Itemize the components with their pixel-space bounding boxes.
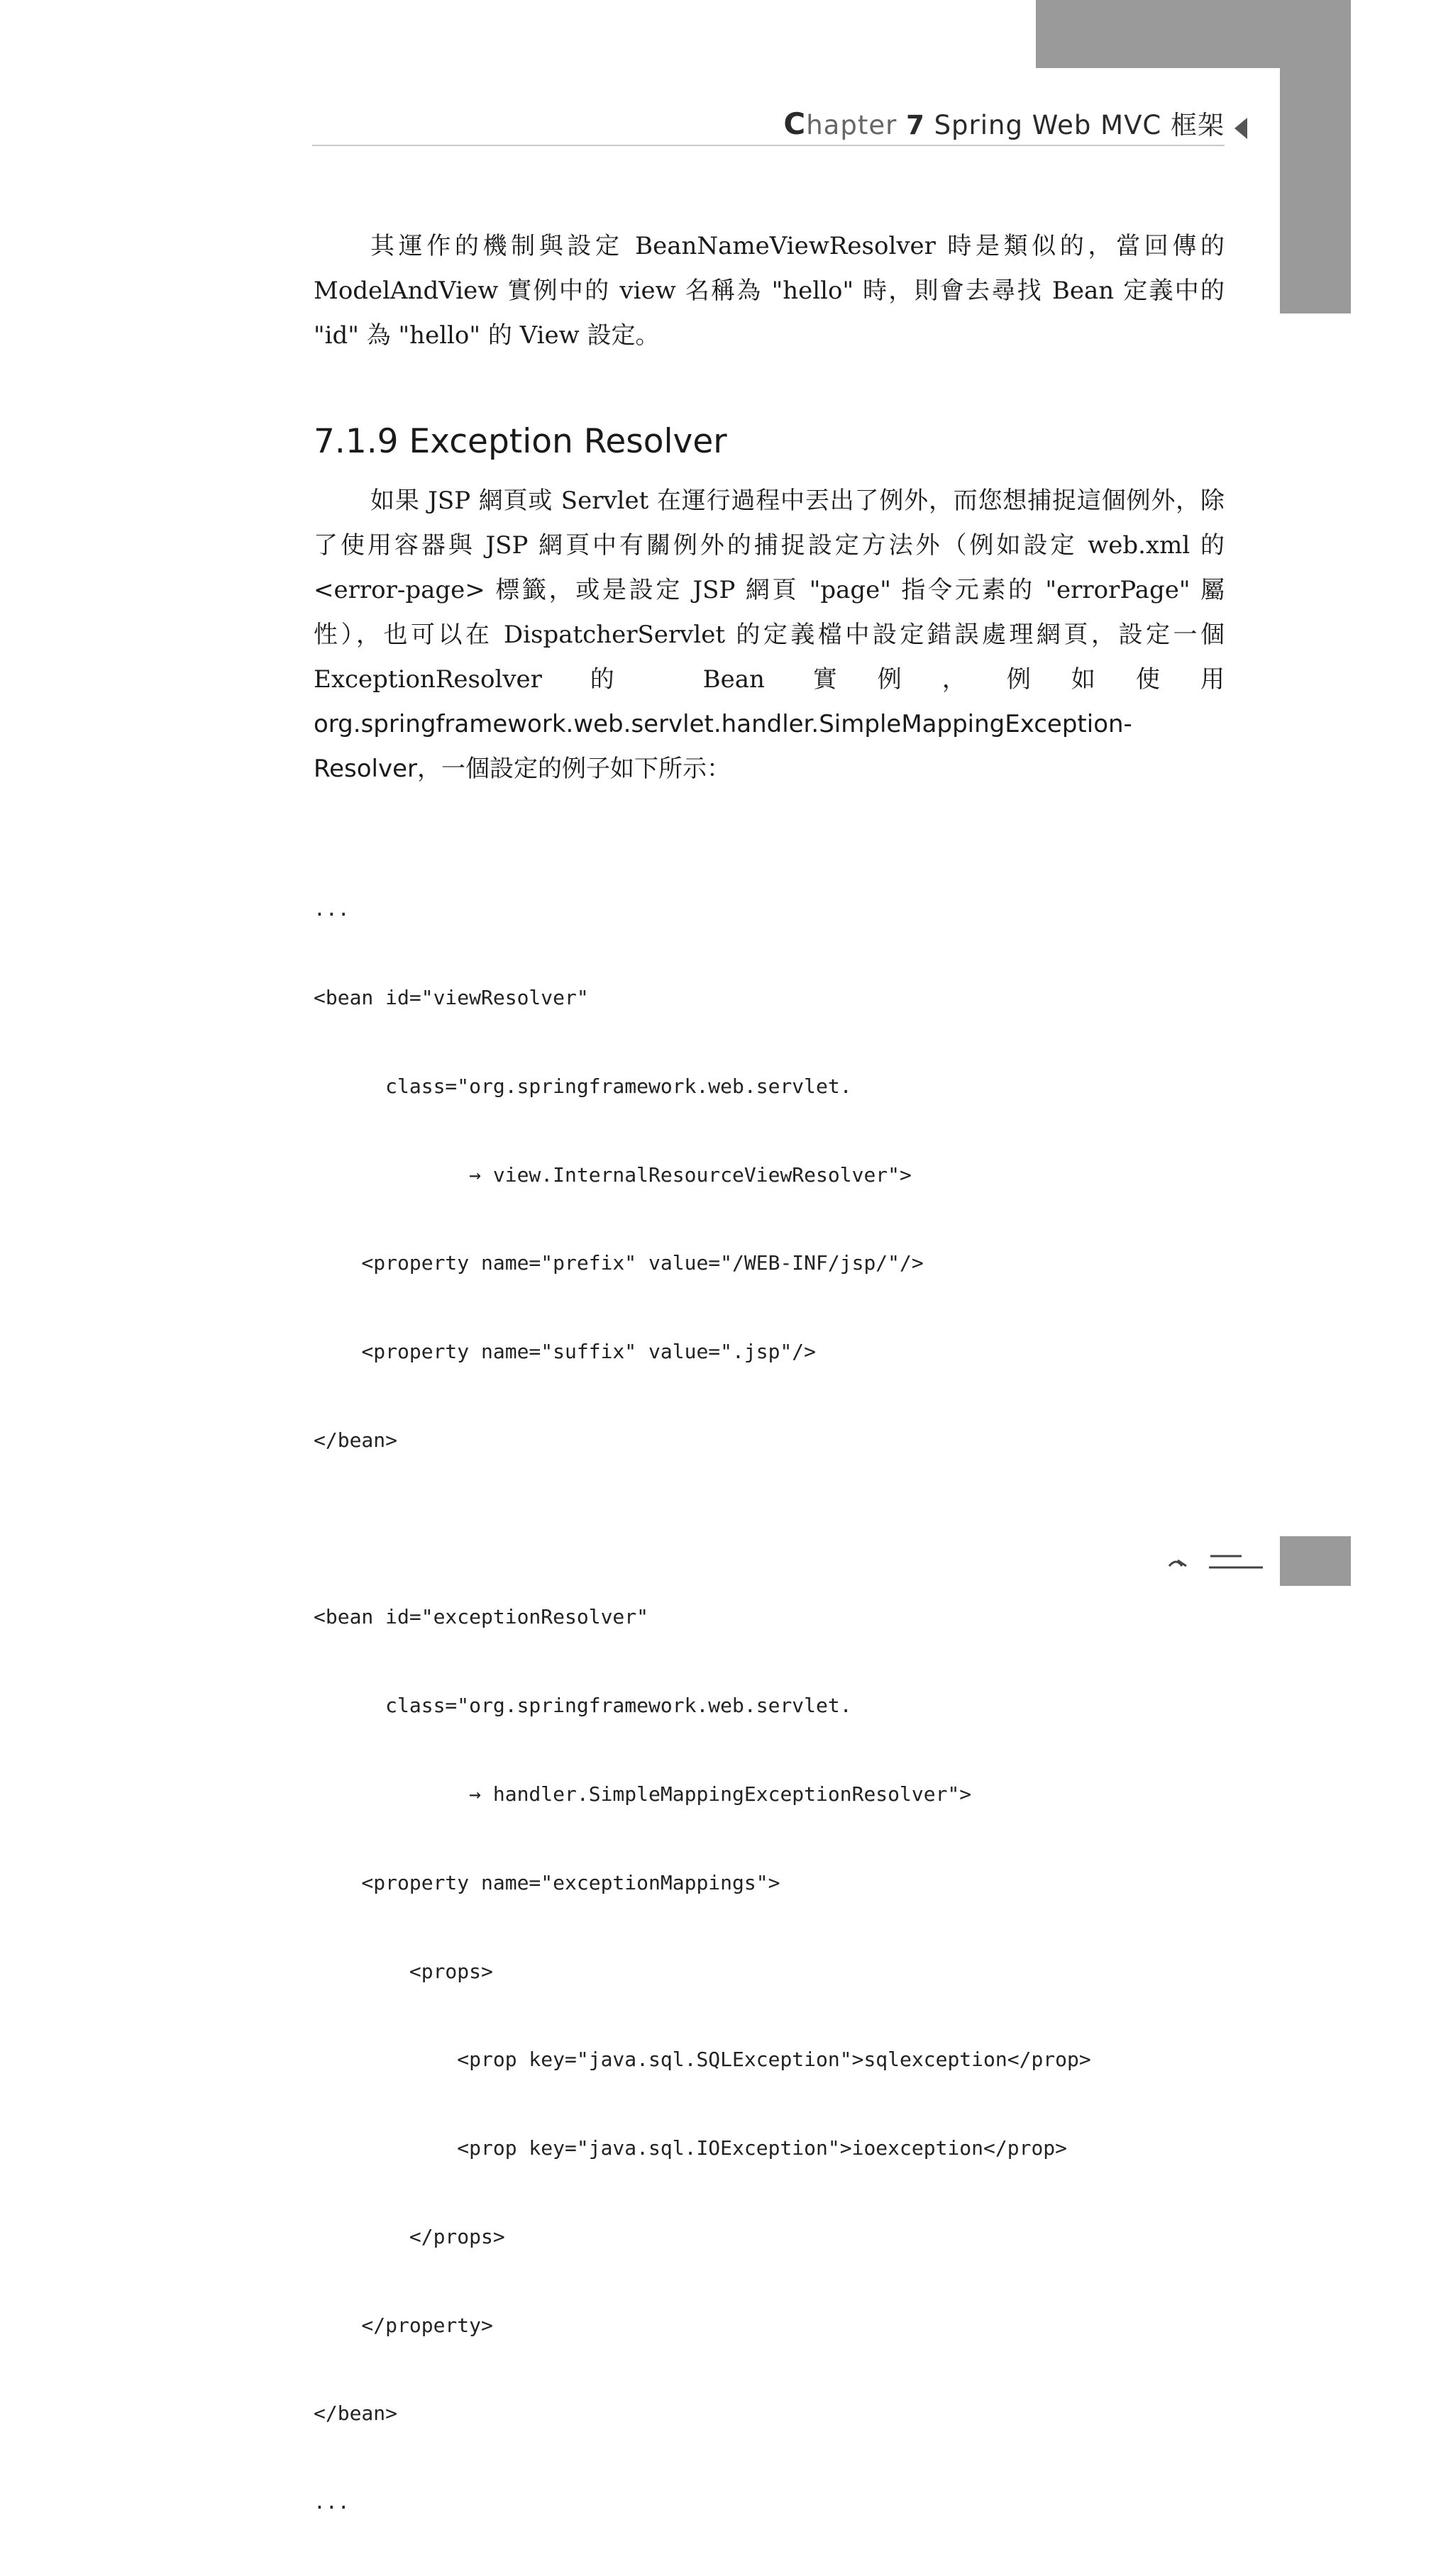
page-content: [314, 224, 1225, 2576]
chapter-tab-top: [1036, 0, 1351, 68]
code-line: <prop key="java.sql.IOException">ioexception</prop>: [314, 2136, 1068, 2160]
code-line: → view.InternalResourceViewResolver">: [314, 1162, 912, 1187]
intro-paragraph: 其運作的機制與設定 BeanNameViewResolver 時是類似的，當回傳的 ModelAndView 實例中的 view 名稱為 "hello" 時，則會去尋找 Bean 定義中的 "id" 為 "hello" 的 View 設定。: [314, 232, 1225, 350]
code-line: <property name="prefix" value="/WEB-INF/jsp/"/>: [314, 1251, 924, 1275]
code-line: class="org.springframework.web.servlet.: [314, 1694, 852, 1718]
code-line: <property name="exceptionMappings">: [314, 1870, 780, 1894]
body-paragraph-text-after: ，一個設定的例子如下所示：: [417, 755, 731, 783]
code-line: <props>: [314, 1959, 493, 1983]
page-tab-bottom: [1280, 1536, 1351, 1586]
code-line: </props>: [314, 2224, 505, 2248]
body-paragraph: [314, 479, 1225, 792]
header-rule: [312, 145, 1225, 146]
code-line: <bean id="viewResolver": [314, 985, 589, 1009]
header-arrow-icon: [1234, 118, 1247, 139]
chapter-word: hapter: [806, 110, 907, 140]
code-line: </bean>: [314, 1428, 398, 1452]
code-line: → handler.SimpleMappingExceptionResolver">: [314, 1782, 972, 1806]
code-line: [314, 1514, 1225, 1544]
code-block: [314, 835, 1225, 2576]
code-line: <property name="suffix" value=".jsp"/>: [314, 1340, 817, 1364]
code-line: <prop key="java.sql.SQLException">sqlexception</prop>: [314, 2048, 1091, 2072]
code-line: ...: [314, 897, 350, 921]
chapter-number: 7: [906, 110, 925, 140]
section-heading: 7.1.9 Exception Resolver: [314, 422, 727, 461]
code-line: ...: [314, 2490, 350, 2514]
chapter-title: Spring Web MVC 框架: [924, 110, 1225, 140]
chapter-initial: C: [783, 106, 807, 141]
code-line: </bean>: [314, 2402, 398, 2426]
code-line: <bean id="exceptionResolver": [314, 1605, 649, 1629]
body-paragraph-text: 如果 JSP 網頁或 Servlet 在運行過程中丟出了例外，而您想捕捉這個例外，除了使用容器與 JSP 網頁中有關例外的捕捉設定方法外（例如設定 web.xml 的 <error-page> 標籤，或是設定 JSP 網頁 "page" 指令元素的 "errorPage" 屬性），也可以在 DispatcherServlet 的定義檔中設定錯誤處理網頁，設定一個 ExceptionResolver 的 Bean 實例，例如使用: [314, 487, 1225, 694]
body-paragraph-class-name: org.springframework.web.servlet.handler.SimpleMappingException-Resolver: [314, 710, 1132, 783]
page-number-glyphs: [1164, 1545, 1270, 1573]
chapter-tab-side: [1280, 68, 1351, 313]
running-header: [312, 104, 1225, 142]
code-line: </property>: [314, 2313, 493, 2337]
code-line: class="org.springframework.web.servlet.: [314, 1074, 852, 1098]
